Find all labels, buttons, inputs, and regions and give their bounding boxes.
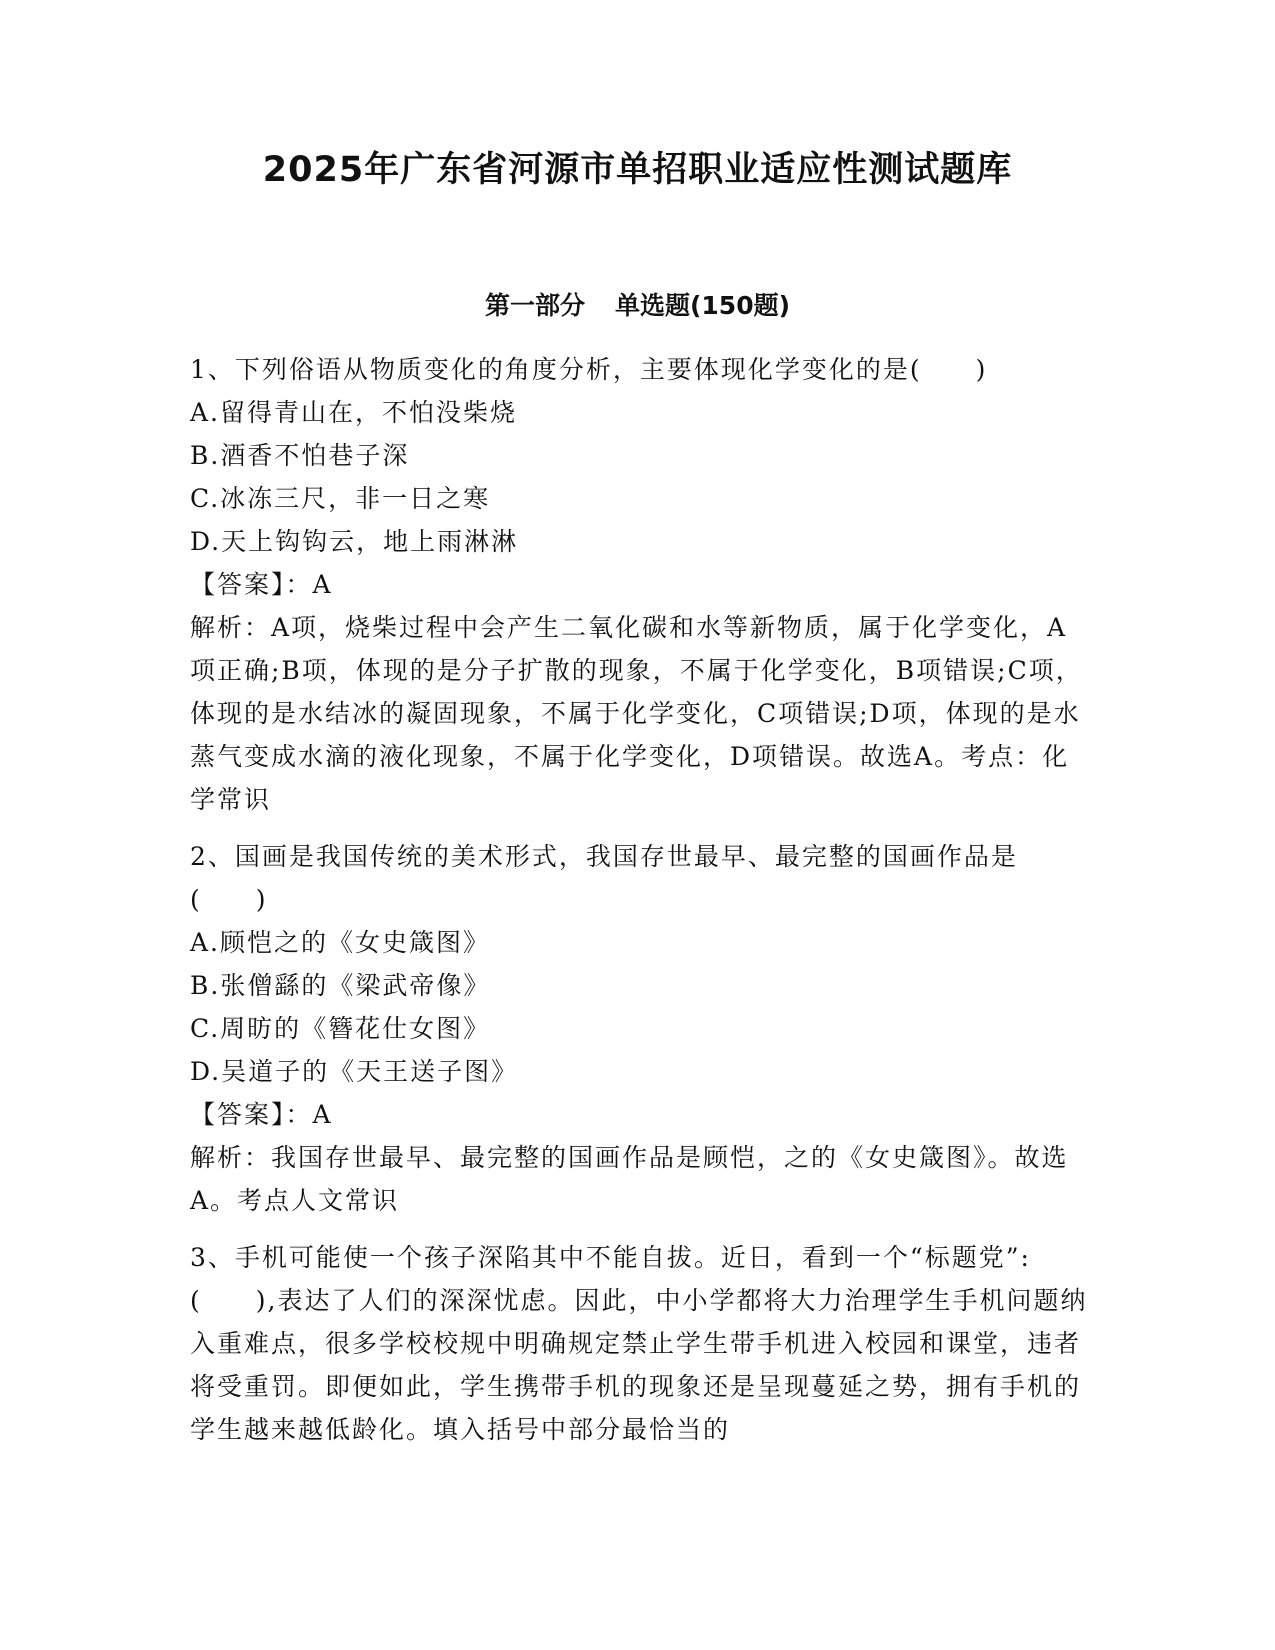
question-stem: 3、手机可能使一个孩子深陷其中不能自拔。近日，看到一个“标题党”:( ),表达了人们的深深忧虑。因此，中小学都将大力治理学生手机问题纳入重难点，很多学校校规中明确规定禁止学生带手机进入校园和课堂，违者将受重罚。即便如此，学生携带手机的现象还是呈现蔓延之势，拥有手机的学生越来越低龄化。填入括号中部分最恰当的 — [190, 1243, 1088, 1444]
answer: 【答案】：A — [190, 1100, 333, 1129]
question-3 — [190, 1236, 1090, 1451]
option-a: A.留得青山在，不怕没柴烧 — [190, 398, 518, 427]
option-a: A.顾恺之的《女史箴图》 — [190, 928, 491, 957]
question-1 — [190, 348, 1090, 821]
question-stem-continuation: ( ) — [190, 885, 268, 914]
option-d: D.天上钩钩云，地上雨淋淋 — [190, 527, 519, 556]
option-c: C.冰冻三尺，非一日之寒 — [190, 484, 491, 513]
question-2 — [190, 835, 1090, 1222]
question-stem: 2、国画是我国传统的美术形式，我国存世最早、最完整的国画作品是 — [190, 842, 1018, 871]
question-stem: 1、下列俗语从物质变化的角度分析，主要体现化学变化的是( ) — [190, 355, 988, 384]
explanation: 解析：我国存世最早、最完整的国画作品是顾恺，之的《女史箴图》。故选A。考点人文常识 — [190, 1143, 1069, 1215]
question-list — [190, 348, 1090, 1465]
section-heading — [0, 288, 1275, 324]
option-c: C.周昉的《簪花仕女图》 — [190, 1014, 491, 1043]
document-title: 2025年广东省河源市单招职业适应性测试题库 — [262, 150, 1013, 190]
explanation: 解析：A项，烧柴过程中会产生二氧化碳和水等新物质，属于化学变化，A项正确;B项，体现的是分子扩散的现象，不属于化学变化，B项错误;C项，体现的是水结冰的凝固现象，不属于化学变化，C项错误;D项，体现的是水蒸气变成水滴的液化现象，不属于化学变化，D项错误。故选A。考点：化学常识 — [190, 613, 1083, 814]
section-name: 单选题(150题) — [614, 291, 791, 320]
answer: 【答案】：A — [190, 570, 333, 599]
option-b: B.酒香不怕巷子深 — [190, 441, 410, 470]
section-part: 第一部分 — [484, 291, 585, 320]
option-b: B.张僧繇的《梁武帝像》 — [190, 971, 491, 1000]
option-d: D.吴道子的《天王送子图》 — [190, 1057, 519, 1086]
